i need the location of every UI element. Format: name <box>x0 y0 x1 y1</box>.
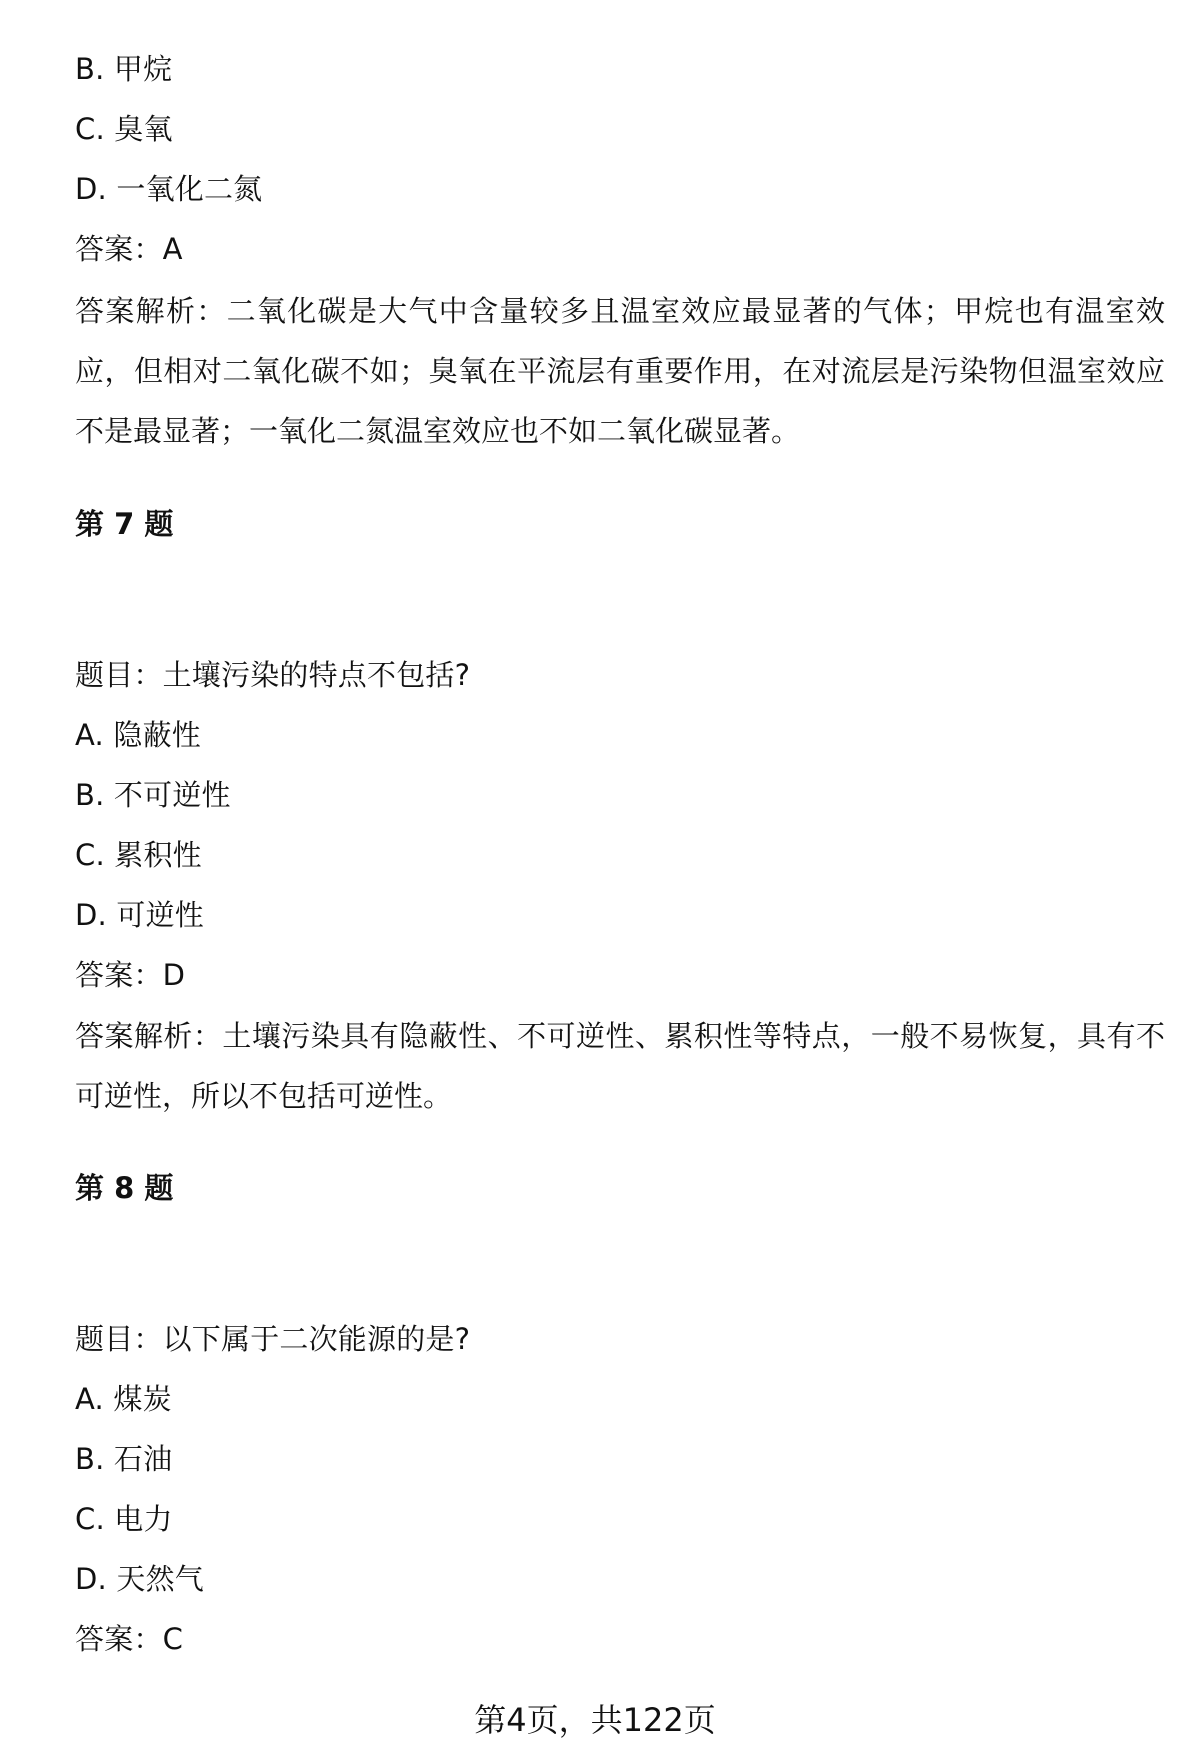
q8-option-c: C. 电力 <box>75 1502 173 1536</box>
page-number: 第4页，共122页 <box>474 1701 716 1739</box>
q7-option-d: D. 可逆性 <box>75 898 204 932</box>
q6-answer: 答案：A <box>75 232 183 266</box>
q7-heading: 第 7 题 <box>75 507 174 541</box>
q7-option-b: B. 不可逆性 <box>75 778 231 812</box>
q7-option-a: A. 隐蔽性 <box>75 718 201 752</box>
q7-answer: 答案：D <box>75 958 186 992</box>
q8-option-d: D. 天然气 <box>75 1562 204 1596</box>
q8-heading: 第 8 题 <box>75 1171 174 1205</box>
q6-option-b: B. 甲烷 <box>75 52 173 86</box>
q8-option-b: B. 石油 <box>75 1442 173 1476</box>
q6-analysis: 答案解析：二氧化碳是大气中含量较多且温室效应最显著的气体；甲烷也有温室效应，但相对二氧化碳不如；臭氧在平流层有重要作用，在对流层是污染物但温室效应不是最显著；一氧化二氮温室效应也不如二氧化碳显著。 <box>75 294 1165 448</box>
q7-analysis: 答案解析：土壤污染具有隐蔽性、不可逆性、累积性等特点，一般不易恢复，具有不可逆性，所以不包括可逆性。 <box>75 1019 1165 1113</box>
q6-option-c: C. 臭氧 <box>75 112 173 146</box>
q8-option-a: A. 煤炭 <box>75 1382 172 1416</box>
q8-question: 题目：以下属于二次能源的是? <box>75 1322 471 1356</box>
q6-option-d: D. 一氧化二氮 <box>75 172 263 206</box>
q8-answer: 答案：C <box>75 1622 184 1656</box>
q7-option-c: C. 累积性 <box>75 838 202 872</box>
q7-question: 题目：土壤污染的特点不包括? <box>75 658 471 692</box>
